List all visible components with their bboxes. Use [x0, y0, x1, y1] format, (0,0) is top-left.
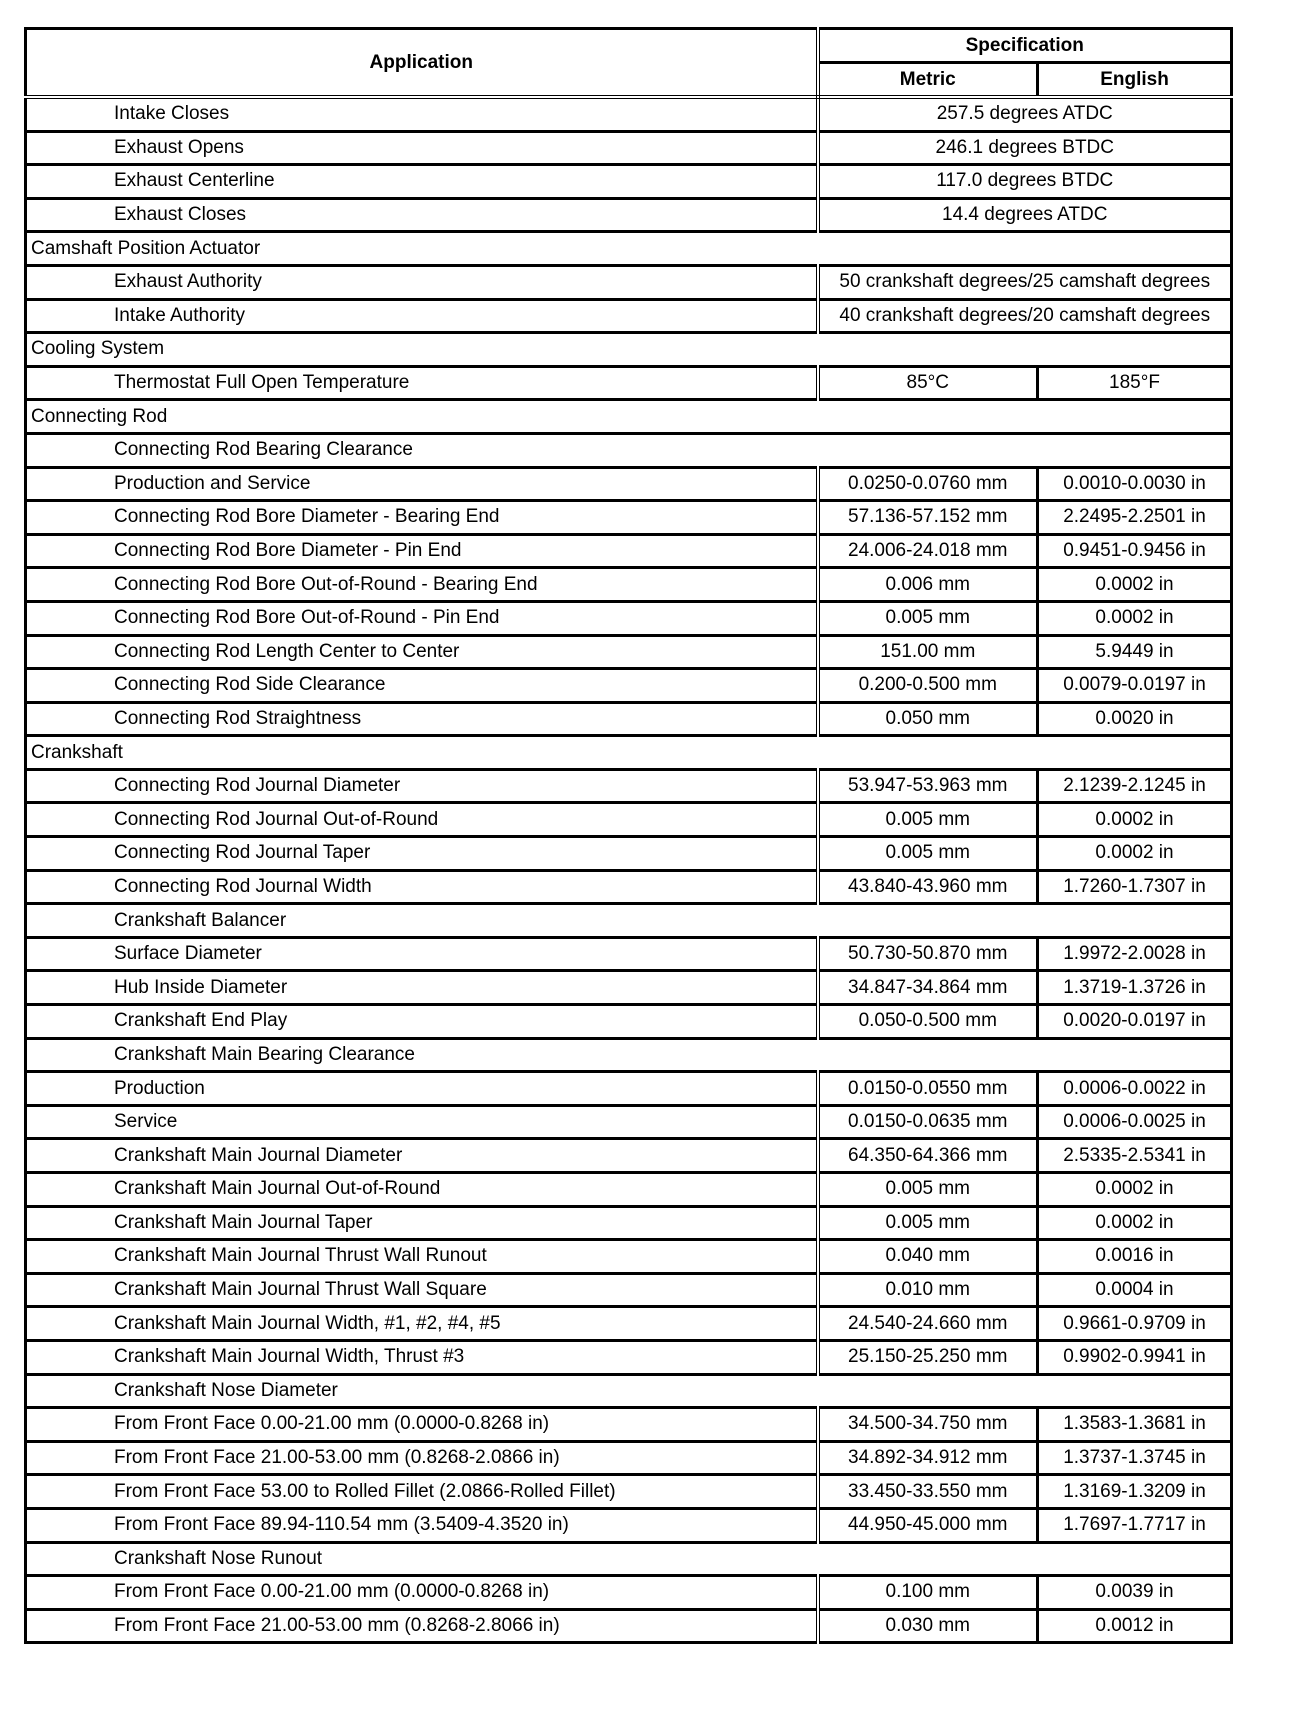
application-cell: Intake Closes [26, 97, 818, 131]
application-cell: Exhaust Closes [26, 198, 818, 232]
application-cell: Connecting Rod Bore Out-of-Round - Pin End [26, 601, 818, 635]
application-cell: From Front Face 89.94-110.54 mm (3.5409-4.3520 in) [26, 1508, 818, 1542]
english-value-cell: 0.0002 in [1038, 837, 1232, 871]
metric-value-cell: 34.892-34.912 mm [818, 1441, 1038, 1475]
english-value-cell: 0.0006-0.0022 in [1038, 1072, 1232, 1106]
metric-value-cell: 0.005 mm [818, 803, 1038, 837]
metric-value-cell: 64.350-64.366 mm [818, 1139, 1038, 1173]
english-value-cell: 0.9451-0.9456 in [1038, 534, 1232, 568]
application-cell: Crankshaft Main Journal Diameter [26, 1139, 818, 1173]
specification-table [24, 27, 1233, 1644]
table-row-subheading [26, 1542, 1232, 1576]
metric-value-cell: 24.540-24.660 mm [818, 1307, 1038, 1341]
table-row-item [26, 1609, 1232, 1643]
table-row-item [26, 669, 1232, 703]
english-value-cell: 0.0006-0.0025 in [1038, 1105, 1232, 1139]
metric-value-cell: 43.840-43.960 mm [818, 870, 1038, 904]
subsection-heading: Crankshaft Balancer [26, 904, 1232, 938]
metric-value-cell: 44.950-45.000 mm [818, 1508, 1038, 1542]
english-value-cell: 0.0079-0.0197 in [1038, 669, 1232, 703]
table-row-item [26, 1408, 1232, 1442]
table-row-item [26, 1273, 1232, 1307]
application-cell: Production and Service [26, 467, 818, 501]
specification-value-cell: 14.4 degrees ATDC [818, 198, 1232, 232]
table-row-item [26, 467, 1232, 501]
table-row-item [26, 1206, 1232, 1240]
section-heading: Camshaft Position Actuator [26, 232, 1232, 266]
metric-value-cell: 0.050-0.500 mm [818, 1005, 1038, 1039]
application-cell: Thermostat Full Open Temperature [26, 366, 818, 400]
table-row-item [26, 534, 1232, 568]
english-value-cell: 0.0039 in [1038, 1576, 1232, 1610]
table-row-spanned [26, 198, 1232, 232]
specification-value-cell: 257.5 degrees ATDC [818, 97, 1232, 131]
english-value-cell: 185°F [1038, 366, 1232, 400]
specification-value-cell: 246.1 degrees BTDC [818, 131, 1232, 165]
metric-value-cell: 34.847-34.864 mm [818, 971, 1038, 1005]
table-row-item [26, 366, 1232, 400]
table-row-spanned [26, 265, 1232, 299]
application-cell: Connecting Rod Bore Diameter - Pin End [26, 534, 818, 568]
table-row-spanned [26, 299, 1232, 333]
metric-value-cell: 85°C [818, 366, 1038, 400]
english-value-cell: 2.1239-2.1245 in [1038, 769, 1232, 803]
table-body [26, 97, 1232, 1643]
metric-value-cell: 0.0150-0.0550 mm [818, 1072, 1038, 1106]
table-row-item [26, 568, 1232, 602]
application-cell: Service [26, 1105, 818, 1139]
application-cell: Crankshaft Main Journal Thrust Wall Square [26, 1273, 818, 1307]
english-value-cell: 2.2495-2.2501 in [1038, 501, 1232, 535]
application-cell: Connecting Rod Side Clearance [26, 669, 818, 703]
table-row-spanned [26, 165, 1232, 199]
table-row-item [26, 702, 1232, 736]
english-column-header: English [1038, 63, 1232, 98]
specification-value-cell: 117.0 degrees BTDC [818, 165, 1232, 199]
metric-value-cell: 50.730-50.870 mm [818, 937, 1038, 971]
table-row-item [26, 837, 1232, 871]
application-cell: From Front Face 53.00 to Rolled Fillet (2.0866-Rolled Fillet) [26, 1475, 818, 1509]
metric-value-cell: 0.0150-0.0635 mm [818, 1105, 1038, 1139]
table-row-item [26, 601, 1232, 635]
table-row-item [26, 937, 1232, 971]
table-row-item [26, 1105, 1232, 1139]
english-value-cell: 0.0002 in [1038, 1173, 1232, 1207]
english-value-cell: 0.0002 in [1038, 601, 1232, 635]
table-row-item [26, 635, 1232, 669]
table-row-item [26, 1508, 1232, 1542]
table-header [26, 29, 1232, 98]
metric-value-cell: 0.050 mm [818, 702, 1038, 736]
application-column-header: Application [26, 29, 818, 98]
english-value-cell: 1.7260-1.7307 in [1038, 870, 1232, 904]
table-row-spanned [26, 97, 1232, 131]
specification-column-header: Specification [818, 29, 1232, 63]
specification-value-cell: 50 crankshaft degrees/25 camshaft degrees [818, 265, 1232, 299]
metric-value-cell: 0.005 mm [818, 1173, 1038, 1207]
english-value-cell: 1.3169-1.3209 in [1038, 1475, 1232, 1509]
table-row-section [26, 400, 1232, 434]
table-row-item [26, 870, 1232, 904]
application-cell: Exhaust Centerline [26, 165, 818, 199]
application-cell: Connecting Rod Bore Out-of-Round - Bearing End [26, 568, 818, 602]
english-value-cell: 0.0002 in [1038, 803, 1232, 837]
english-value-cell: 1.3583-1.3681 in [1038, 1408, 1232, 1442]
application-cell: Connecting Rod Journal Width [26, 870, 818, 904]
metric-column-header: Metric [818, 63, 1038, 98]
table-row-item [26, 1576, 1232, 1610]
metric-value-cell: 24.006-24.018 mm [818, 534, 1038, 568]
application-cell: Crankshaft Main Journal Taper [26, 1206, 818, 1240]
metric-value-cell: 53.947-53.963 mm [818, 769, 1038, 803]
table-row-item [26, 1307, 1232, 1341]
english-value-cell: 0.9902-0.9941 in [1038, 1340, 1232, 1374]
section-heading: Crankshaft [26, 736, 1232, 770]
application-cell: Crankshaft Main Journal Out-of-Round [26, 1173, 818, 1207]
application-cell: Surface Diameter [26, 937, 818, 971]
english-value-cell: 0.0012 in [1038, 1609, 1232, 1643]
subsection-heading: Connecting Rod Bearing Clearance [26, 433, 1232, 467]
metric-value-cell: 33.450-33.550 mm [818, 1475, 1038, 1509]
metric-value-cell: 0.100 mm [818, 1576, 1038, 1610]
application-cell: Production [26, 1072, 818, 1106]
table-row-item [26, 1072, 1232, 1106]
table-row-spanned [26, 131, 1232, 165]
application-cell: From Front Face 21.00-53.00 mm (0.8268-2.0866 in) [26, 1441, 818, 1475]
table-row-section [26, 736, 1232, 770]
application-cell: Connecting Rod Length Center to Center [26, 635, 818, 669]
subsection-heading: Crankshaft Nose Diameter [26, 1374, 1232, 1408]
table-row-item [26, 1005, 1232, 1039]
table-row-item [26, 971, 1232, 1005]
table-row-subheading [26, 433, 1232, 467]
application-cell: From Front Face 21.00-53.00 mm (0.8268-2.8066 in) [26, 1609, 818, 1643]
application-cell: Connecting Rod Journal Out-of-Round [26, 803, 818, 837]
metric-value-cell: 151.00 mm [818, 635, 1038, 669]
specification-value-cell: 40 crankshaft degrees/20 camshaft degrees [818, 299, 1232, 333]
application-cell: Connecting Rod Journal Diameter [26, 769, 818, 803]
application-cell: Connecting Rod Journal Taper [26, 837, 818, 871]
table-row-item [26, 803, 1232, 837]
metric-value-cell: 0.0250-0.0760 mm [818, 467, 1038, 501]
application-cell: From Front Face 0.00-21.00 mm (0.0000-0.8268 in) [26, 1576, 818, 1610]
english-value-cell: 0.0016 in [1038, 1240, 1232, 1274]
metric-value-cell: 0.005 mm [818, 837, 1038, 871]
metric-value-cell: 34.500-34.750 mm [818, 1408, 1038, 1442]
english-value-cell: 1.7697-1.7717 in [1038, 1508, 1232, 1542]
metric-value-cell: 0.030 mm [818, 1609, 1038, 1643]
table-row-item [26, 769, 1232, 803]
metric-value-cell: 0.010 mm [818, 1273, 1038, 1307]
english-value-cell: 0.0020 in [1038, 702, 1232, 736]
metric-value-cell: 57.136-57.152 mm [818, 501, 1038, 535]
application-cell: Intake Authority [26, 299, 818, 333]
application-cell: Crankshaft End Play [26, 1005, 818, 1039]
metric-value-cell: 25.150-25.250 mm [818, 1340, 1038, 1374]
english-value-cell: 0.0010-0.0030 in [1038, 467, 1232, 501]
english-value-cell: 0.9661-0.9709 in [1038, 1307, 1232, 1341]
table-row-section [26, 232, 1232, 266]
section-heading: Connecting Rod [26, 400, 1232, 434]
english-value-cell: 1.3737-1.3745 in [1038, 1441, 1232, 1475]
english-value-cell: 0.0002 in [1038, 568, 1232, 602]
metric-value-cell: 0.040 mm [818, 1240, 1038, 1274]
table-row-item [26, 1441, 1232, 1475]
table-row-item [26, 1139, 1232, 1173]
table-row-item [26, 1173, 1232, 1207]
table-row-subheading [26, 904, 1232, 938]
metric-value-cell: 0.005 mm [818, 1206, 1038, 1240]
application-cell: Connecting Rod Bore Diameter - Bearing End [26, 501, 818, 535]
english-value-cell: 0.0002 in [1038, 1206, 1232, 1240]
table-row-item [26, 1475, 1232, 1509]
application-cell: Exhaust Opens [26, 131, 818, 165]
table-row-item [26, 1240, 1232, 1274]
metric-value-cell: 0.005 mm [818, 601, 1038, 635]
application-cell: Crankshaft Main Journal Thrust Wall Runout [26, 1240, 818, 1274]
subsection-heading: Crankshaft Nose Runout [26, 1542, 1232, 1576]
application-cell: Crankshaft Main Journal Width, Thrust #3 [26, 1340, 818, 1374]
table-row-item [26, 501, 1232, 535]
english-value-cell: 0.0004 in [1038, 1273, 1232, 1307]
english-value-cell: 1.9972-2.0028 in [1038, 937, 1232, 971]
english-value-cell: 1.3719-1.3726 in [1038, 971, 1232, 1005]
application-cell: Hub Inside Diameter [26, 971, 818, 1005]
english-value-cell: 0.0020-0.0197 in [1038, 1005, 1232, 1039]
table-row-section [26, 333, 1232, 367]
metric-value-cell: 0.006 mm [818, 568, 1038, 602]
application-cell: From Front Face 0.00-21.00 mm (0.0000-0.8268 in) [26, 1408, 818, 1442]
table-row-subheading [26, 1038, 1232, 1072]
english-value-cell: 2.5335-2.5341 in [1038, 1139, 1232, 1173]
application-cell: Connecting Rod Straightness [26, 702, 818, 736]
table-row-item [26, 1340, 1232, 1374]
application-cell: Exhaust Authority [26, 265, 818, 299]
metric-value-cell: 0.200-0.500 mm [818, 669, 1038, 703]
section-heading: Cooling System [26, 333, 1232, 367]
english-value-cell: 5.9449 in [1038, 635, 1232, 669]
application-cell: Crankshaft Main Journal Width, #1, #2, #4, #5 [26, 1307, 818, 1341]
subsection-heading: Crankshaft Main Bearing Clearance [26, 1038, 1232, 1072]
table-row-subheading [26, 1374, 1232, 1408]
